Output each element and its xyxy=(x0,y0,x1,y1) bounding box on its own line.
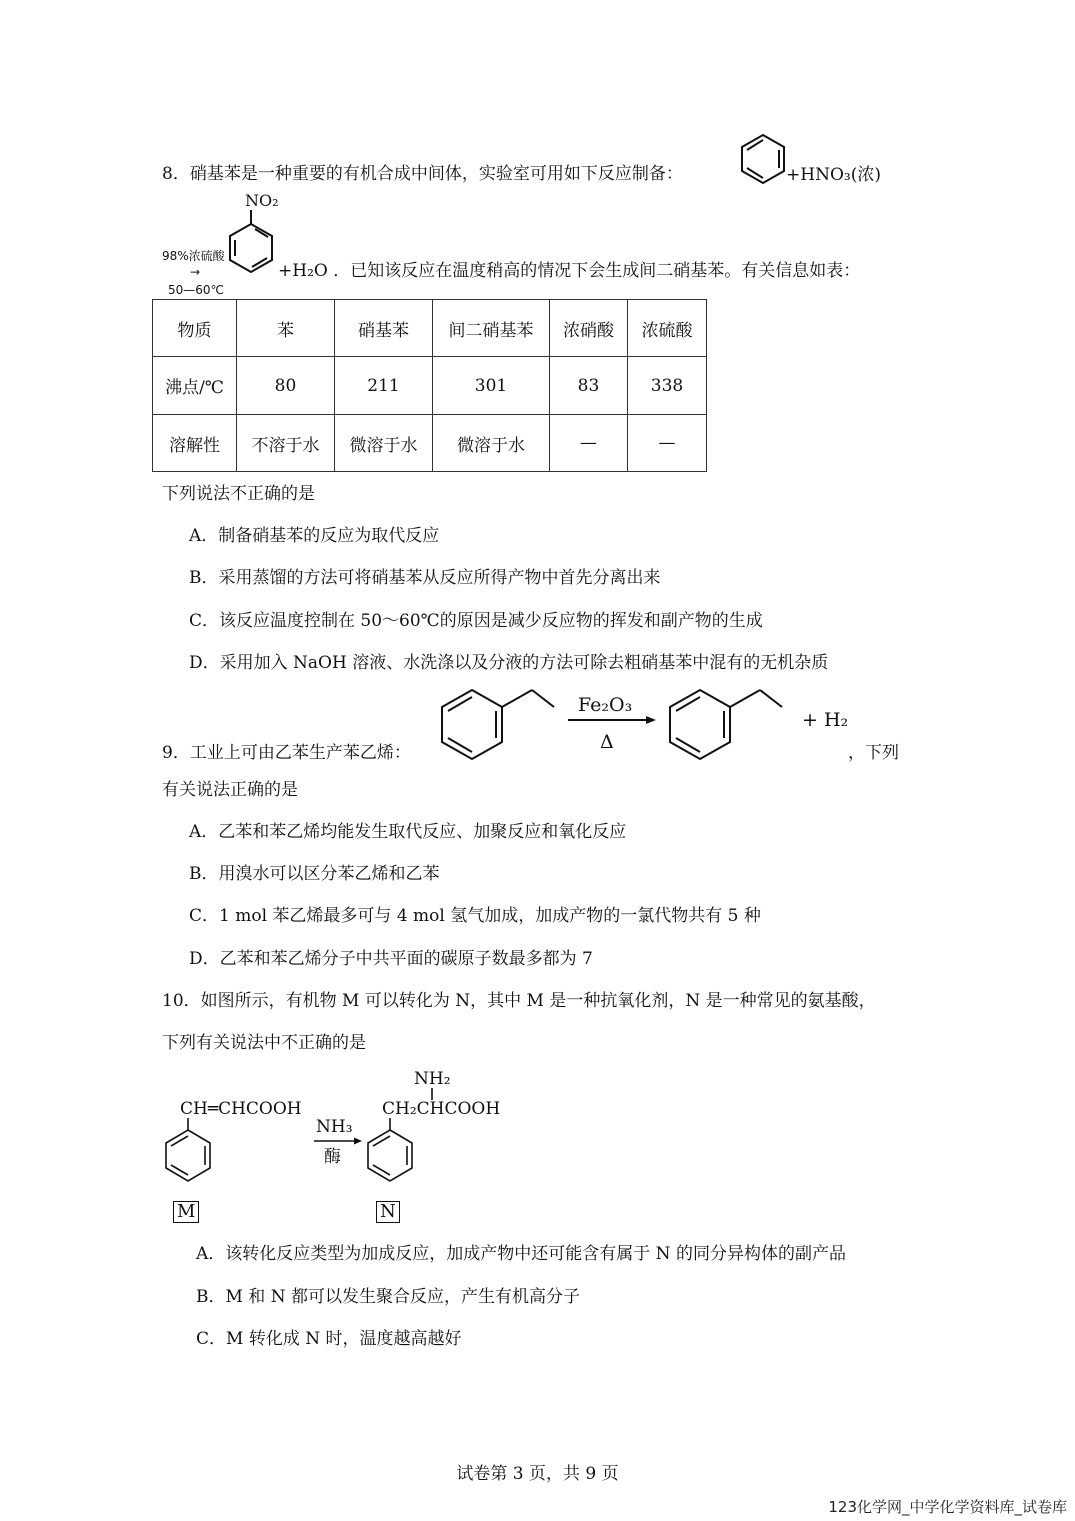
table-cell: 物质 xyxy=(153,300,237,357)
q9-option-b: B．用溴水可以区分苯乙烯和乙苯 xyxy=(189,864,440,884)
m-label-box: M xyxy=(173,1201,199,1223)
table-cell: — xyxy=(550,415,628,472)
table-cell: 溶解性 xyxy=(153,415,237,472)
watermark: 123化学网_中学化学资料库_试卷库 xyxy=(828,1498,1067,1516)
q8-reagent: +HNO₃(浓) xyxy=(786,165,881,185)
q8-stem: 8．硝基苯是一种重要的有机合成中间体，实验室可用如下反应制备： xyxy=(162,164,683,184)
m-label xyxy=(173,1201,199,1223)
reaction-arrow xyxy=(568,715,656,725)
table-cell: 80 xyxy=(237,357,335,415)
table-cell: 211 xyxy=(335,357,433,415)
styrene-icon xyxy=(660,680,780,762)
q9-option-c: C．1 mol 苯乙烯最多可与 4 mol 氢气加成，加成产物的一氯代物共有 5 种 xyxy=(189,906,761,926)
table-cell: 浓硫酸 xyxy=(628,300,707,357)
table-cell: 微溶于水 xyxy=(433,415,550,472)
benzene-ring-icon xyxy=(740,133,786,183)
nitrobenzene-icon xyxy=(228,210,274,272)
n-side-chain: CH₂CHCOOH xyxy=(382,1099,501,1119)
table-cell: — xyxy=(628,415,707,472)
catalyst-label: Fe₂O₃ xyxy=(578,694,633,716)
q8-option-c: C．该反应温度控制在 50～60℃的原因是减少反应物的挥发和副产物的生成 xyxy=(189,611,763,631)
q8-option-b: B．采用蒸馏的方法可将硝基苯从反应所得产物中首先分离出来 xyxy=(189,568,661,588)
n-label xyxy=(376,1201,400,1223)
reaction-arrow xyxy=(314,1137,362,1145)
hydrogen-label: + H₂ xyxy=(802,709,849,731)
table-cell: 338 xyxy=(628,357,707,415)
q10-option-c: C．M 转化成 N 时，温度越高越好 xyxy=(196,1329,462,1349)
ethylbenzene-icon xyxy=(436,680,556,762)
table-cell: 83 xyxy=(550,357,628,415)
table-cell: 苯 xyxy=(237,300,335,357)
n-benzene-icon xyxy=(364,1118,416,1184)
q9-tail: ，下列 xyxy=(848,743,899,763)
q8-question: 下列说法不正确的是 xyxy=(162,484,315,504)
table-row xyxy=(153,357,707,415)
temperature-label: 50—60℃ xyxy=(168,283,225,297)
q8-option-a: A．制备硝基苯的反应为取代反应 xyxy=(189,526,440,546)
q10-option-a: A．该转化反应类型为加成反应，加成产物中还可能含有属于 N 的同分异构体的副产品 xyxy=(196,1244,846,1264)
q8-product-tail: +H₂O ．已知该反应在温度稍高的情况下会生成间二硝基苯。有关信息如表： xyxy=(278,261,861,281)
q10-stem: 10．如图所示，有机物 M 可以转化为 N，其中 M 是一种抗氧化剂，N 是一种常见的氨基酸， xyxy=(162,991,876,1011)
q9-stem-2: 有关说法正确的是 xyxy=(162,780,298,800)
table-cell: 微溶于水 xyxy=(335,415,433,472)
catalyst-label: 98%浓硫酸 xyxy=(162,249,225,263)
table-cell: 不溶于水 xyxy=(237,415,335,472)
q10-stem-2: 下列有关说法中不正确的是 xyxy=(162,1033,366,1053)
table-cell: 间二硝基苯 xyxy=(433,300,550,357)
q8-option-d: D．采用加入 NaOH 溶液、水洗涤以及分液的方法可除去粗硝基苯中混有的无机杂质 xyxy=(189,653,829,673)
properties-table xyxy=(152,299,707,472)
table-header-row xyxy=(153,300,707,357)
no2-label: NO₂ xyxy=(245,191,279,210)
table-row xyxy=(153,415,707,472)
page-footer: 试卷第 3 页，共 9 页 xyxy=(456,1464,619,1484)
table-cell: 浓硝酸 xyxy=(550,300,628,357)
table-cell: 沸点/℃ xyxy=(153,357,237,415)
q9-option-a: A．乙苯和苯乙烯均能发生取代反应、加聚反应和氧化反应 xyxy=(189,822,627,842)
reaction-arrow: → xyxy=(190,265,201,279)
heat-label: Δ xyxy=(600,731,614,753)
q9-stem: 9．工业上可由乙苯生产苯乙烯： xyxy=(162,743,411,763)
amino-label: NH₂ xyxy=(414,1069,451,1089)
n-label-box: N xyxy=(376,1201,400,1223)
m-side-chain: CH═CHCOOH xyxy=(180,1099,302,1119)
ammonia-label: NH₃ xyxy=(316,1117,353,1137)
m-benzene-icon xyxy=(162,1118,214,1184)
table-cell: 硝基苯 xyxy=(335,300,433,357)
q10-option-b: B．M 和 N 都可以发生聚合反应，产生有机高分子 xyxy=(196,1287,580,1307)
table-cell: 301 xyxy=(433,357,550,415)
q9-option-d: D．乙苯和苯乙烯分子中共平面的碳原子数最多都为 7 xyxy=(189,949,593,969)
enzyme-label: 酶 xyxy=(324,1147,341,1167)
